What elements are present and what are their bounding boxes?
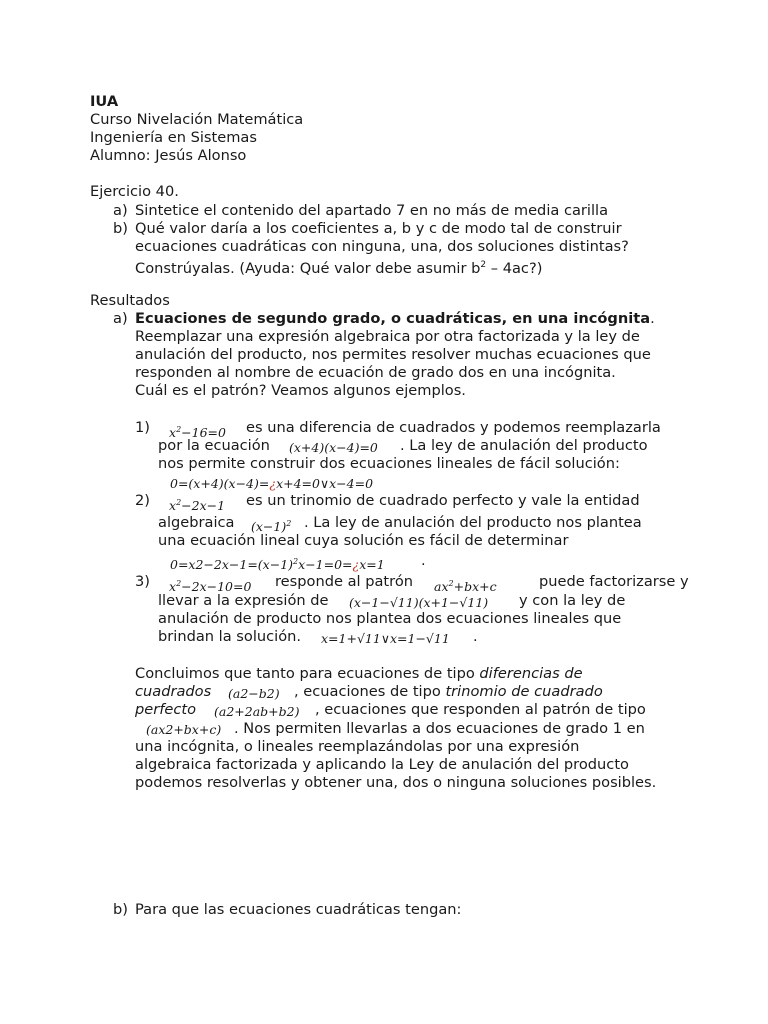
exercise-a-marker: a) (113, 202, 128, 219)
example-1-equation: $x^2-16=0$ (169, 425, 226, 441)
example-1-text: por la ecuación (158, 437, 270, 454)
conclusion-line: perfecto (135, 701, 197, 718)
conclusion-line: , ecuaciones que responden al patrón de tipo (315, 701, 646, 718)
results-b-marker: b) (113, 901, 128, 918)
conclusion-line: podemos resolverlas y obtener una, dos o ninguna soluciones posibles. (135, 774, 657, 791)
example-2-solution: $0=x2-2x-1=(x-1)^2x-1=0=¿x=1$ (170, 557, 385, 573)
example-3-text: responde al patrón (275, 573, 414, 590)
conclusion-line: una incógnita, o lineales reemplazándolas por una expresión (135, 738, 580, 755)
career-name: Ingeniería en Sistemas (90, 129, 257, 146)
student-name: Alumno: Jesús Alonso (90, 147, 247, 164)
exercise-a-text: Sintetice el contenido del apartado 7 en no más de media carilla (135, 202, 609, 219)
intro-line: anulación del producto, nos permites resolver muchas ecuaciones que (135, 346, 651, 363)
example-3-text: llevar a la expresión de (158, 592, 329, 609)
example-3-text: anulación de producto nos plantea dos ecuaciones lineales que (158, 610, 622, 627)
example-2-text: algebraica (158, 514, 235, 531)
conclusion-line: cuadrados (135, 683, 212, 700)
example-2-square: $(x-1)^2$ (251, 519, 292, 535)
exercise-b-line: Qué valor daría a los coeficientes a, b y c de modo tal de construir (135, 220, 622, 237)
example-1-text: . La ley de anulación del producto (400, 437, 648, 454)
example-1-solution: 0=(x+4)(x−4)=¿x+4=0∨x−4=0 (170, 476, 374, 491)
conclusion-line: , ecuaciones de tipo trinomio de cuadrado (294, 683, 603, 700)
example-3-pattern: $ax^2+bx+c$ (434, 579, 497, 595)
example-2-number: 2) (135, 492, 150, 509)
results-a-marker: a) (113, 310, 128, 327)
results-a-heading: Ecuaciones de segundo grado, o cuadráticas, en una incógnita. (135, 310, 655, 327)
example-2-text: . La ley de anulación del producto nos plantea (304, 514, 642, 531)
example-2-text: una ecuación lineal cuya solución es fácil de determinar (158, 532, 569, 549)
intro-line: Cuál es el patrón? Veamos algunos ejemplos. (135, 382, 466, 399)
example-2-period: . (421, 552, 426, 569)
example-3-text: puede factorizarse y (539, 573, 689, 590)
example-1-number: 1) (135, 419, 150, 436)
institution: IUA (90, 93, 119, 110)
example-1-text: es una diferencia de cuadrados y podemos reemplazarla (246, 419, 661, 436)
course-name: Curso Nivelación Matemática (90, 111, 304, 128)
exercise-title: Ejercicio 40. (90, 183, 179, 200)
intro-line: responden al nombre de ecuación de grado dos en una incógnita. (135, 364, 616, 381)
exercise-b-marker: b) (113, 220, 128, 237)
example-3-equation: $x^2-2x-10=0$ (169, 579, 252, 595)
example-2-text: es un trinomio de cuadrado perfecto y vale la entidad (246, 492, 640, 509)
example-3-number: 3) (135, 573, 150, 590)
conclusion-formula: (a2−b2) (228, 686, 280, 701)
conclusion-line: algebraica factorizada y aplicando la Ley de anulación del producto (135, 756, 629, 773)
conclusion-formula: (a2+2ab+b2) (214, 704, 300, 719)
conclusion-formula: (ax2+bx+c) (146, 722, 222, 737)
example-1-factored: (x+4)(x−4)=0 (289, 440, 378, 455)
conclusion-line: Concluimos que tanto para ecuaciones de tipo diferencias de (135, 665, 583, 682)
example-3-period: . (473, 628, 478, 645)
example-3-text: y con la ley de (519, 592, 626, 609)
results-b-text: Para que las ecuaciones cuadráticas tengan: (135, 901, 462, 918)
conclusion-line: . Nos permiten llevarlas a dos ecuaciones de grado 1 en (234, 720, 645, 737)
intro-line: Reemplazar una expresión algebraica por otra factorizada y la ley de (135, 328, 640, 345)
exercise-b-line: ecuaciones cuadráticas con ninguna, una, dos soluciones distintas? (135, 238, 629, 255)
example-3-text: brindan la solución. (158, 628, 302, 645)
results-title: Resultados (90, 292, 170, 309)
example-2-equation: $x^2-2x-1$ (169, 498, 226, 514)
exercise-b-line: Constrúyalas. (Ayuda: Qué valor debe asumir $b^2$ – 4ac?) (135, 259, 543, 277)
example-1-text: nos permite construir dos ecuaciones lineales de fácil solución: (158, 455, 620, 472)
example-3-factored: (x−1−√11)(x+1−√11) (349, 595, 489, 610)
example-3-solution: x=1+√11∨x=1−√11 (321, 631, 450, 646)
